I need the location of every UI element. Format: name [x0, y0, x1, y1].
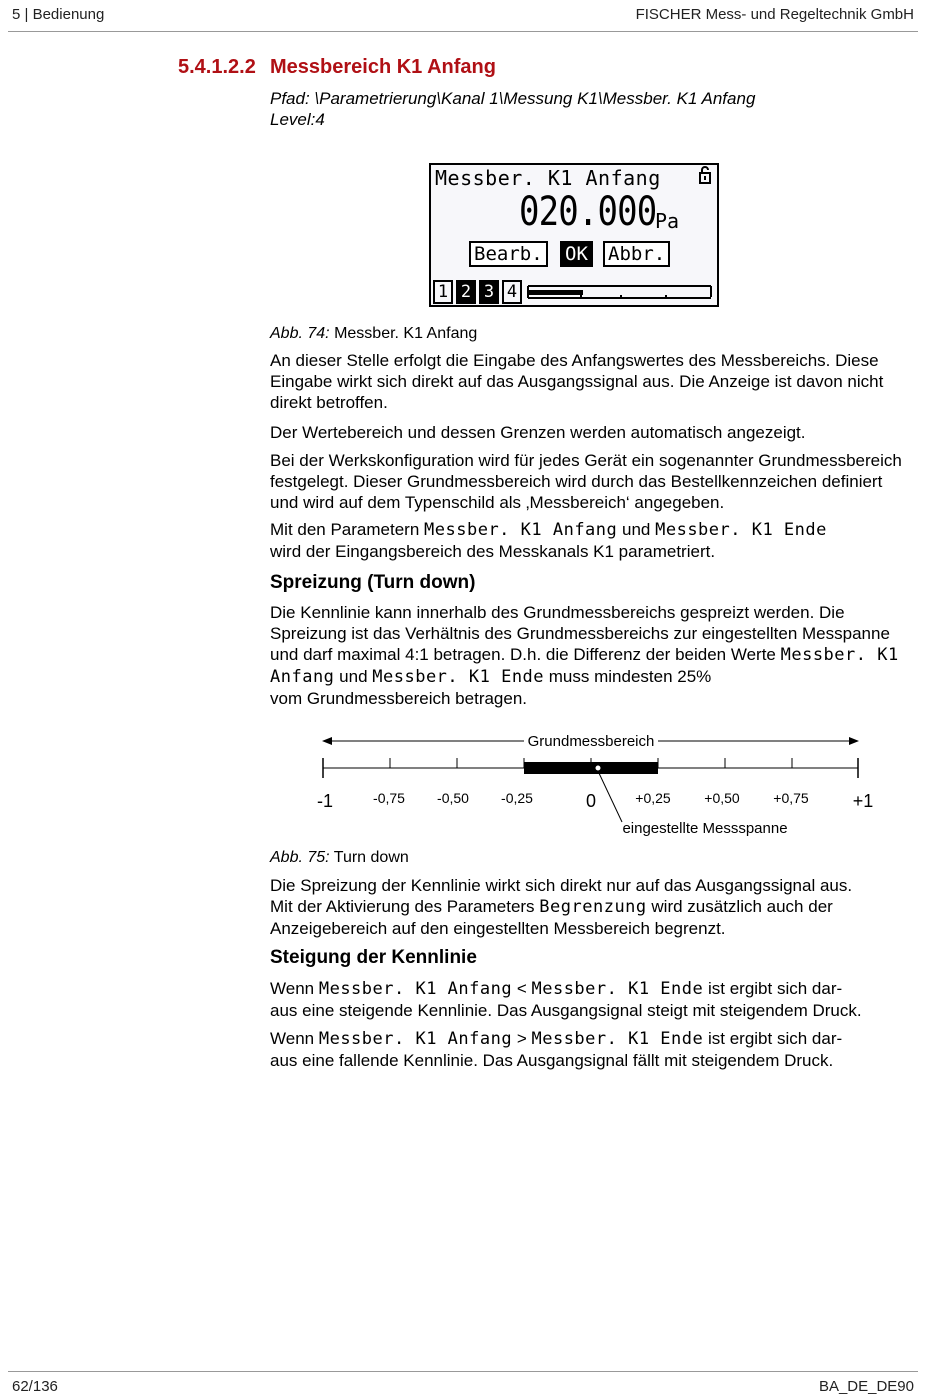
display-title: Messber. K1 Anfang [435, 166, 661, 190]
subheading-steigung: Steigung der Kennlinie [270, 947, 477, 968]
param-code: Messber. K1 Ende [531, 1029, 704, 1049]
figure-caption-75 [270, 849, 409, 867]
text: Mit den Parametern [270, 520, 420, 539]
paragraph-5 [270, 602, 900, 709]
paragraph-6 [270, 875, 920, 939]
scroll-bar [526, 283, 713, 303]
tick-label: 0 [585, 791, 597, 811]
label-grundmessbereich: Grundmessbereich [527, 733, 655, 750]
text: ist ergibt sich dar- [707, 979, 843, 998]
param-code: Begrenzung [539, 897, 647, 917]
paragraph-3: Bei der Werkskonfiguration wird für jedes Gerät ein sogenannter Grundmessbereich festgelegt. Dieser Grundmessbereich wird durch das Bestellkennzeichen definiert und wird auf dem Typenschild als ‚Messbereich‘ angegeben. [270, 451, 902, 512]
text: > [516, 1029, 527, 1048]
param-code: Messber. K1 Ende [531, 979, 704, 999]
device-display [429, 163, 719, 307]
level-indicator-2: 2 [456, 280, 476, 304]
paragraph-4 [270, 519, 920, 562]
text: vom Grundmessbereich betragen. [270, 689, 528, 708]
text: Wenn [270, 979, 315, 998]
param-code: Messber. K1 Ende [372, 667, 545, 687]
text: Anzeigebereich auf den eingestellten Messbereich begrenzt. [270, 919, 726, 938]
footer-rule [8, 1371, 918, 1372]
paragraph-1: An dieser Stelle erfolgt die Eingabe des Anfangswertes des Messbereichs. Diese Eingabe wirkt sich direkt auf das Ausgangssignal aus. Die Anzeige ist davon nicht direkt betroffen. [270, 351, 884, 412]
display-unit: Pa [655, 209, 680, 233]
section-number: 5.4.1.2.2 [178, 56, 256, 78]
ok-button[interactable]: OK [560, 241, 593, 267]
page-number: 62/136 [12, 1378, 58, 1395]
text: ist ergibt sich dar- [707, 1029, 843, 1048]
text: < [516, 979, 527, 998]
figure-label: Abb. 74: [270, 325, 330, 342]
figure-text: Turn down [333, 849, 409, 866]
subheading-turn-down: Spreizung (Turn down) [270, 572, 476, 593]
section-heading [178, 56, 496, 79]
paragraph-2: Der Wertebereich und dessen Grenzen werden automatisch angezeigt. [270, 423, 806, 442]
figure-text: Messber. K1 Anfang [334, 325, 478, 342]
level-indicator-1: 1 [433, 280, 453, 304]
figure-label: Abb. 75: [270, 849, 330, 866]
header-rule [8, 31, 918, 32]
tick-label: +1 [852, 791, 874, 811]
param-code: Messber. K1 Anfang [318, 979, 513, 999]
text: und [339, 667, 368, 686]
tick-label: -0,75 [373, 790, 405, 806]
figure-caption-74 [270, 325, 477, 343]
text: Die Spreizung der Kennlinie wirkt sich direkt nur auf das Ausgangssignal aus. [270, 876, 853, 895]
tick-label: -1 [316, 791, 334, 811]
header-company: FISCHER Mess- und Regeltechnik GmbH [635, 6, 914, 23]
text: Wenn [270, 1029, 315, 1048]
abort-button[interactable]: Abbr. [603, 241, 670, 267]
display-value: 020.000 [519, 189, 657, 235]
lock-icon [699, 166, 711, 189]
tick-label: +0,25 [635, 790, 671, 806]
text: aus eine fallende Kennlinie. Das Ausgangsignal fällt mit steigendem Druck. [270, 1051, 834, 1070]
paragraph-8 [270, 1028, 920, 1071]
text: aus eine steigende Kennlinie. Das Ausgangsignal steigt mit steigendem Druck. [270, 1001, 862, 1020]
section-path-block [270, 88, 755, 130]
text: und [622, 520, 651, 539]
edit-button[interactable]: Bearb. [469, 241, 548, 267]
text: wird zusätzlich auch der [651, 897, 833, 916]
text: wird der Eingangsbereich des Messkanals K1 parametriert. [270, 542, 716, 561]
tick-label: -0,25 [501, 790, 533, 806]
tick-label: +0,50 [704, 790, 740, 806]
param-code: Messber. K1 Anfang [318, 1029, 513, 1049]
param-code: Messber. K1 Anfang [270, 645, 899, 687]
level-indicator-3: 3 [479, 280, 499, 304]
param-code: Messber. K1 Ende [655, 520, 827, 540]
section-level: Level:4 [270, 110, 325, 129]
label-messspanne: eingestellte Messspanne [622, 820, 788, 837]
tick-label: -0,50 [437, 790, 469, 806]
param-code: Messber. K1 Anfang [424, 520, 618, 540]
text: muss mindesten 25% [548, 667, 712, 686]
text: Mit der Aktivierung des Parameters [270, 897, 535, 916]
level-indicator-4: 4 [502, 280, 522, 304]
tick-label: +0,75 [773, 790, 809, 806]
text: Die Kennlinie kann innerhalb des Grundmessbereichs gespreizt werden. Die Spreizung ist das Verhältnis des Grundmessbereichs zur eingestellten Messpanne und darf maximal 4:1 betragen. D.h. die Differenz der beiden Werte [270, 603, 890, 664]
document-code: BA_DE_DE90 [818, 1378, 914, 1395]
section-path: Pfad: \Parametrierung\Kanal 1\Messung K1\Messber. K1 Anfang [270, 89, 756, 108]
paragraph-7 [270, 978, 920, 1021]
turn-down-diagram [300, 728, 900, 840]
section-title: Messbereich K1 Anfang [270, 56, 496, 78]
header-chapter: 5 | Bedienung [12, 6, 105, 23]
